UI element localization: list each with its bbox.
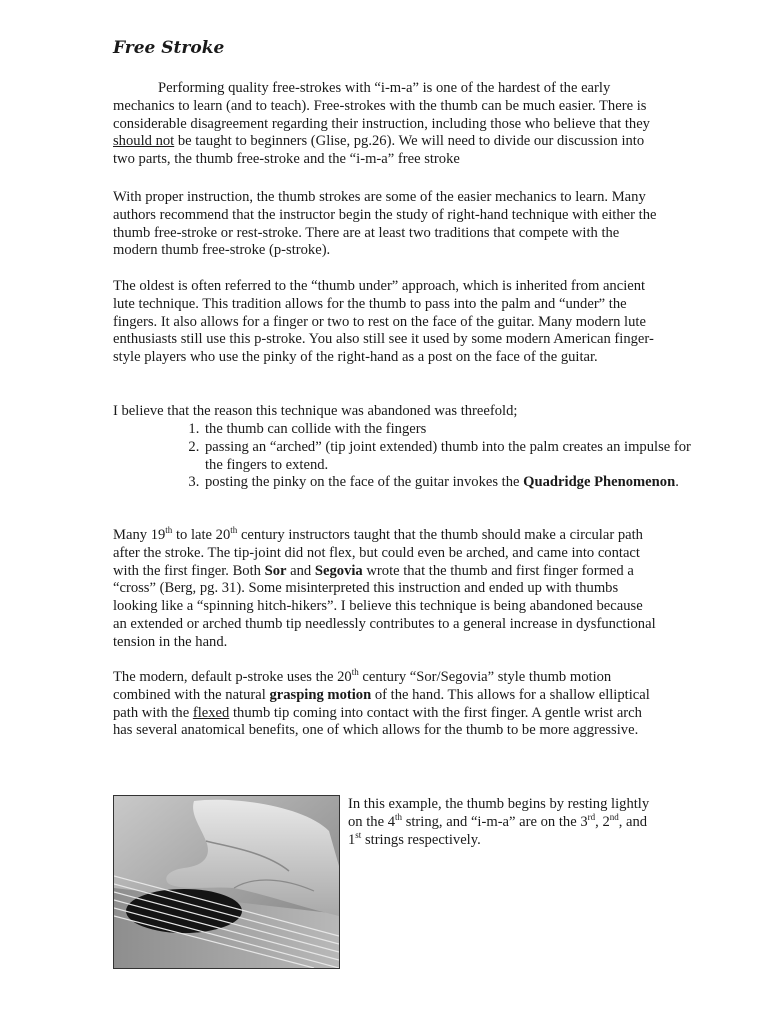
caption-e: strings respectively. <box>361 831 481 848</box>
p5-sup1: th <box>165 525 173 535</box>
p6-a: The modern, default p-stroke uses the 20 <box>113 669 352 685</box>
caption-d: , and 1 <box>348 813 648 848</box>
should-not-underlined: should not <box>113 133 175 150</box>
p5-e: wrote that the thumb and first finger formed a “cross” (Berg, pg. 31). Some misinterpreted this instruction and ended up with thumbs looking like a “spinning hitch-hikers”. I believe this technique is being abandoned because an extended or arched thumb tip needlessly contributes to a general increase in dysfunctional tension in the hand. <box>113 562 656 650</box>
reasons-list <box>160 421 703 492</box>
caption-sup-1: th <box>395 811 403 822</box>
caption-c: , 2 <box>595 813 610 830</box>
photo-caption <box>348 796 658 849</box>
thumb-on-strings-illustration <box>114 796 339 968</box>
p5-sup2: th <box>230 525 238 535</box>
quadridge-phenomenon: Quadridge Phenomenon <box>523 474 676 491</box>
caption-sup-4: st <box>355 829 362 840</box>
caption-sup-3: nd <box>609 811 619 822</box>
reason-item <box>203 439 703 475</box>
reason-2-text: passing an “arched” (tip joint extended) thumb into the palm creates an impulse for the fingers to extend. <box>205 438 691 473</box>
reason-item <box>203 421 703 439</box>
paragraph-19th-century <box>113 527 658 652</box>
p6-b: century “Sor/Segovia” style thumb motion combined with the natural <box>113 669 612 703</box>
intro-text-a: Performing quality free-strokes with “i-m-a” is one of the hardest of the early mechanics to learn (and to teach). Free-strokes with the thumb can be much easier. There is considerable disagreement regarding their instruction, including those who believe that they <box>113 80 650 132</box>
paragraph-2-text: With proper instruction, the thumb strokes are some of the easier mechanics to learn. Many authors recommend that the instructor begin the study of right-hand technique with either the thumb free-stroke or rest-stroke. There are at least two traditions that compete with the modern thumb free-stroke (p-stroke). <box>113 189 657 259</box>
paragraph-thumb-strokes <box>113 189 658 260</box>
p5-b: to late 20 <box>172 527 231 543</box>
paragraph-threefold <box>113 403 658 421</box>
paragraph-modern-p-stroke <box>113 669 658 740</box>
p5-c: century instructors taught that the thumb should make a circular path after the stroke. The tip-joint did not flex, but could even be arched, and came into contact with the first finger. Both <box>113 527 643 579</box>
segovia-bold: Segovia <box>314 562 363 579</box>
intro-paragraph <box>113 80 658 169</box>
p5-d: and <box>286 562 315 579</box>
guitar-thumb-photo <box>113 795 340 969</box>
grasping-motion-bold: grasping motion <box>269 686 372 703</box>
page-title: Free Stroke <box>113 38 225 58</box>
reason-item <box>203 474 703 492</box>
caption-b: string, and “i-m-a” are on the 3 <box>402 813 588 830</box>
reason-3-text: posting the pinky on the face of the guitar invokes the <box>205 474 524 491</box>
reason-1-text: the thumb can collide with the fingers <box>205 421 427 437</box>
paragraph-3-text: The oldest is often referred to the “thumb under” approach, which is inherited from ancient lute technique. This tradition allows for the thumb to pass into the palm and “under” the fingers. It also allows for a finger or two to rest on the face of the guitar. Many modern lute enthusiasts still use this p-stroke. You also still see it used by some modern American finger-style players who use the pinky of the right-hand as a post on the face of the guitar. <box>113 278 654 366</box>
caption-sup-2: rd <box>587 811 596 822</box>
paragraph-thumb-under <box>113 278 658 367</box>
p6-sup: th <box>351 667 359 677</box>
reason-3-end: . <box>675 474 679 491</box>
p6-d: thumb tip coming into contact with the first finger. A gentle wrist arch has several anatomical benefits, one of which allows for the thumb to be more aggressive. <box>113 704 642 739</box>
caption-a: In this example, the thumb begins by resting lightly on the 4 <box>348 796 650 830</box>
intro-text-b: be taught to beginners (Glise, pg.26). We will need to divide our discussion into two parts, the thumb free-stroke and the “i-m-a” free stroke <box>113 133 645 168</box>
flexed-underlined: flexed <box>192 704 230 721</box>
sor-bold: Sor <box>264 562 287 579</box>
p6-c: of the hand. This allows for a shallow elliptical path with the <box>113 686 650 721</box>
p5-a: Many 19 <box>113 527 166 543</box>
paragraph-4-text: I believe that the reason this technique was abandoned was threefold; <box>113 403 518 419</box>
